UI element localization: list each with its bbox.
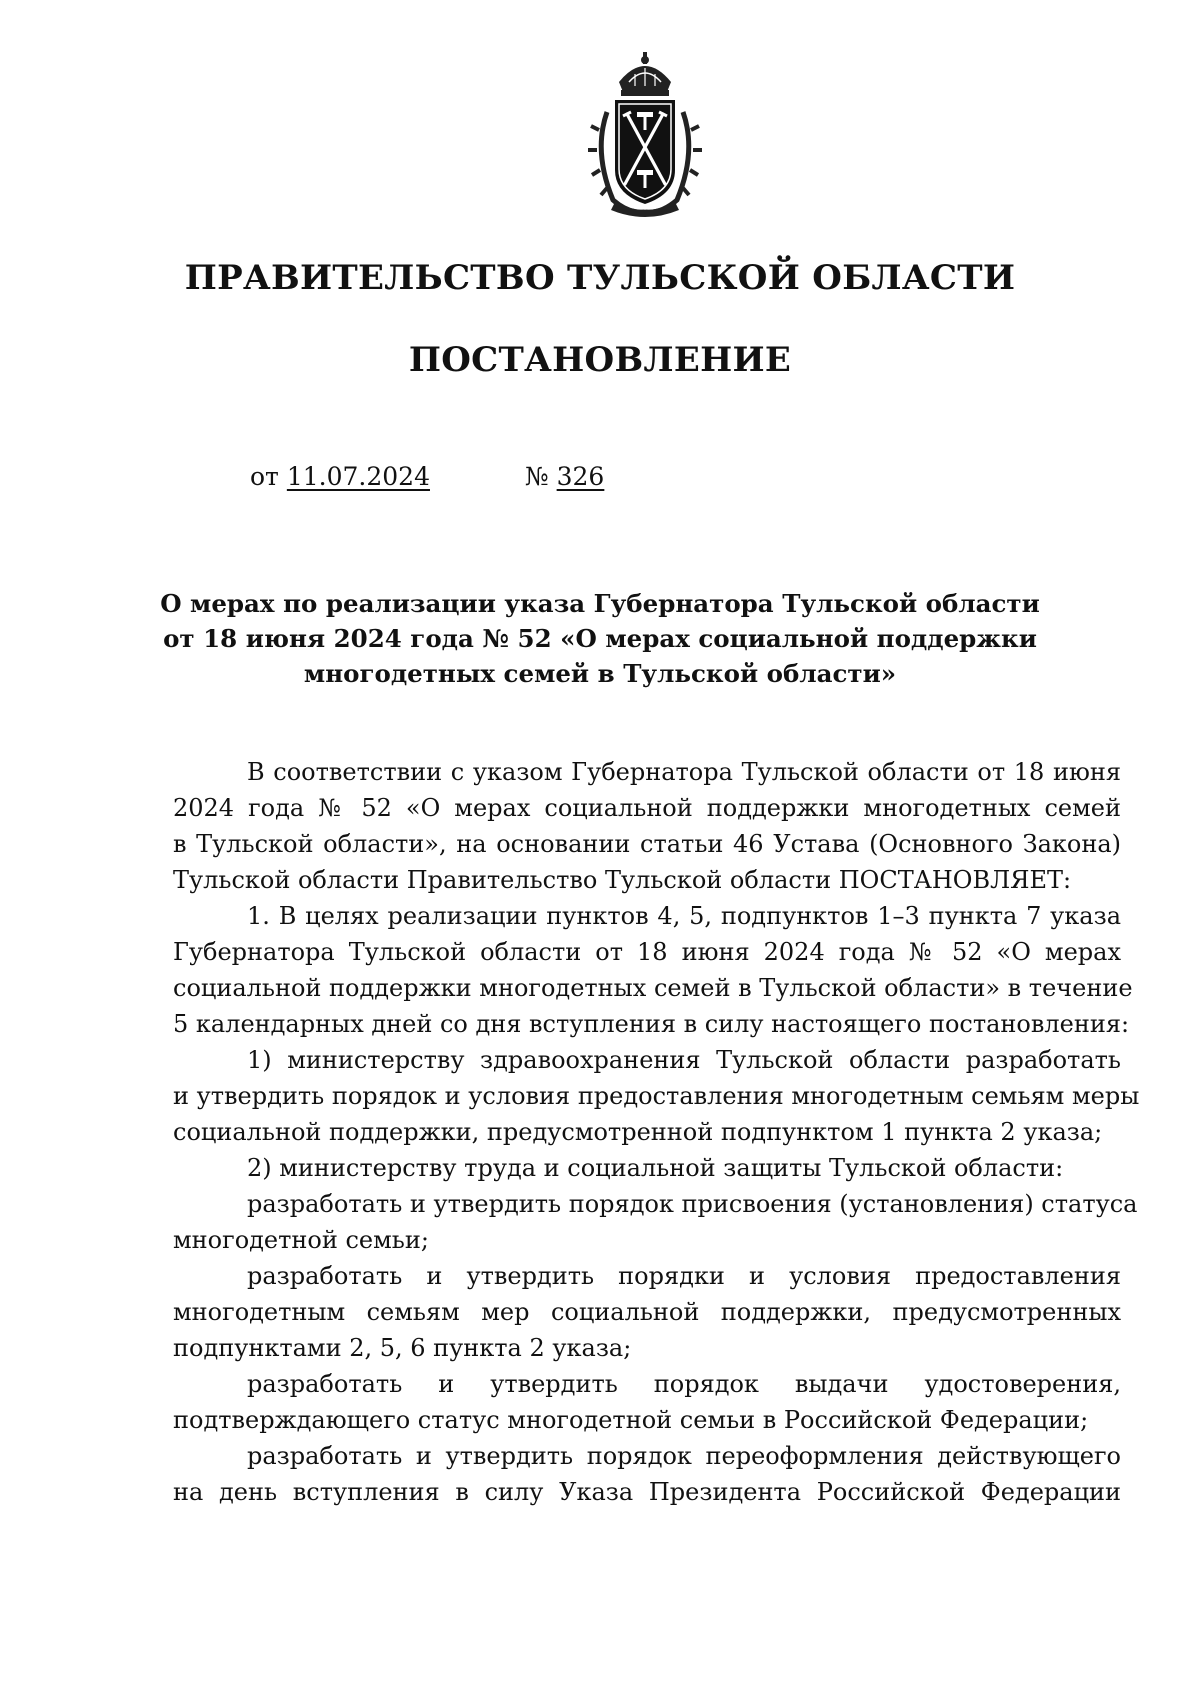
coat-of-arms-icon xyxy=(585,52,705,220)
body-line: на день вступления в силу Указа Президента Российской Федерации xyxy=(173,1478,1121,1506)
body-line: 5 календарных дней со дня вступления в силу настоящего постановления: xyxy=(173,1010,1130,1038)
subject-line: О мерах по реализации указа Губернатора Тульской области xyxy=(160,589,1040,618)
document-type: ПОСТАНОВЛЕНИЕ xyxy=(408,340,792,380)
body-line: разработать и утвердить порядок присвоения (установления) статуса xyxy=(247,1190,1138,1218)
body-line: В соответствии с указом Губернатора Тульской области от 18 июня xyxy=(247,758,1121,786)
body-line: Тульской области Правительство Тульской области ПОСТАНОВЛЯЕТ: xyxy=(173,866,1072,894)
body-line: разработать и утвердить порядок переоформления действующего xyxy=(247,1442,1121,1470)
body-line: социальной поддержки многодетных семей в Тульской области» в течение xyxy=(173,974,1133,1002)
body-line: подтверждающего статус многодетной семьи в Российской Федерации; xyxy=(173,1406,1089,1434)
body-line: 1. В целях реализации пунктов 4, 5, подпунктов 1–3 пункта 7 указа xyxy=(247,902,1121,930)
number-value: 326 xyxy=(556,462,605,491)
document-number xyxy=(525,462,604,491)
date-prefix: от xyxy=(250,462,279,491)
document-body xyxy=(173,754,1140,1510)
body-line: 2) министерству труда и социальной защиты Тульской области: xyxy=(247,1154,1064,1182)
document-subject xyxy=(150,586,1050,691)
body-line: 1) министерству здравоохранения Тульской области разработать xyxy=(247,1046,1121,1074)
body-line: разработать и утвердить порядки и условия предоставления xyxy=(247,1262,1121,1290)
body-line: подпунктами 2, 5, 6 пункта 2 указа; xyxy=(173,1334,632,1362)
body-line: разработать и утвердить порядок выдачи удостоверения, xyxy=(247,1370,1121,1398)
government-title: ПРАВИТЕЛЬСТВО ТУЛЬСКОЙ ОБЛАСТИ xyxy=(184,258,1016,298)
body-line: многодетной семьи; xyxy=(173,1226,429,1254)
document-date xyxy=(250,462,430,491)
body-line: социальной поддержки, предусмотренной подпунктом 1 пункта 2 указа; xyxy=(173,1118,1103,1146)
body-line: многодетным семьям мер социальной поддержки, предусмотренных xyxy=(173,1298,1121,1326)
body-line: в Тульской области», на основании статьи 46 Устава (Основного Закона) xyxy=(173,830,1121,858)
body-line: 2024 года № 52 «О мерах социальной поддержки многодетных семей xyxy=(173,794,1121,822)
number-prefix: № xyxy=(525,462,549,491)
body-line: Губернатора Тульской области от 18 июня 2024 года № 52 «О мерах xyxy=(173,938,1121,966)
subject-line: от 18 июня 2024 года № 52 «О мерах социальной поддержки xyxy=(163,624,1037,653)
body-line: и утвердить порядок и условия предоставления многодетным семьям меры xyxy=(173,1082,1140,1110)
subject-line: многодетных семей в Тульской области» xyxy=(303,659,897,688)
date-value: 11.07.2024 xyxy=(286,462,430,491)
